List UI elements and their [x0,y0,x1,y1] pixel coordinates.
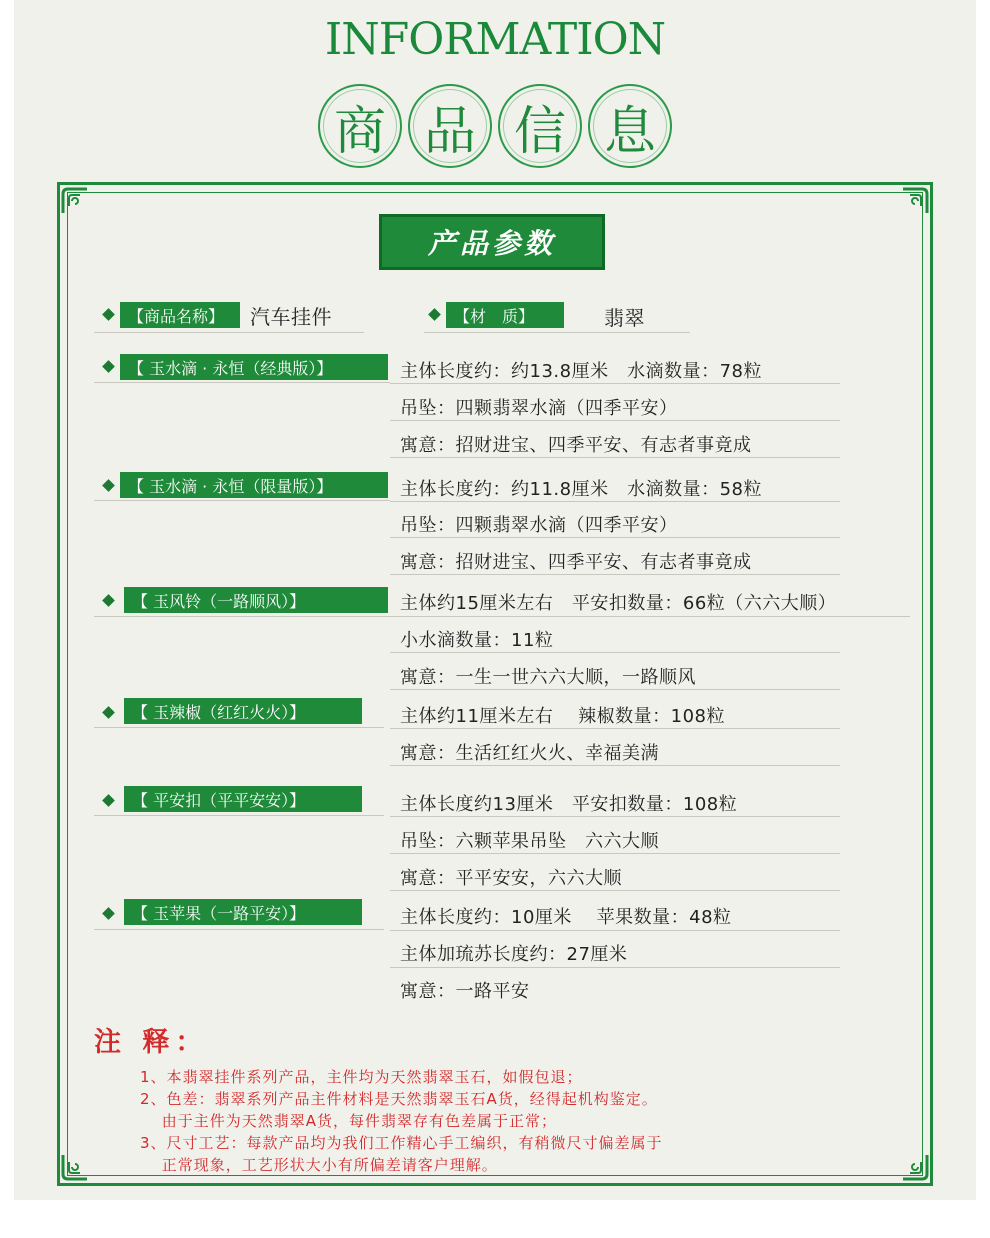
corner-ornament-icon [900,1152,930,1182]
product-detail: 吊坠：六颗苹果吊坠 六六大顺 [400,831,659,852]
product-detail: 寓意：一生一世六六大顺，一路顺风 [400,667,696,688]
product-detail: 吊坠：四颗翡翠水滴（四季平安） [400,398,678,419]
note-line: 正常现象，工艺形状大小有所偏差请客户理解。 [140,1156,498,1174]
product-detail: 寓意：平平安安，六六大顺 [400,868,622,889]
divider [94,332,364,333]
product-label: 【 玉风铃（一路顺风）】 [124,587,388,613]
divider [94,727,384,728]
divider [390,652,840,653]
divider [390,689,840,690]
product-label: 【 玉苹果（一路平安）】 [124,899,362,925]
header-cn-char: 息 [588,84,672,168]
divider [424,332,690,333]
divider [390,930,840,931]
product-detail: 主体加琉苏长度约：27厘米 [400,944,628,965]
header-cn-title [0,84,990,168]
divider [390,728,840,729]
divider [94,500,390,501]
divider [390,853,840,854]
header-en-title: INFORMATION [324,14,666,65]
divider [94,616,910,617]
corner-ornament-icon [60,186,90,216]
product-detail: 寓意：招财进宝、四季平安、有志者事竟成 [400,552,752,573]
product-detail: 寓意：一路平安 [400,981,530,1002]
product-label: 【 玉辣椒（红红火火）】 [124,698,362,724]
material-value: 翡翠 [604,306,645,330]
product-name-label: 【商品名称】 [120,302,240,328]
product-detail: 主体长度约：10厘米 苹果数量：48粒 [400,907,732,928]
note-line: 由于主件为天然翡翠A货，每件翡翠存有色差属于正常； [140,1112,558,1130]
header-cn-char: 品 [408,84,492,168]
divider [390,383,840,384]
divider [94,929,384,930]
product-detail: 主体长度约：约13.8厘米 水滴数量：78粒 [400,361,762,382]
divider [390,967,840,968]
product-name-value: 汽车挂件 [250,305,332,329]
divider [94,815,384,816]
product-detail: 寓意：招财进宝、四季平安、有志者事竟成 [400,435,752,456]
divider [390,537,840,538]
corner-ornament-icon [900,186,930,216]
product-detail: 吊坠：四颗翡翠水滴（四季平安） [400,515,678,536]
section-title-banner [379,214,605,270]
divider [390,816,840,817]
corner-ornament-icon [60,1152,90,1182]
header-cn-char: 信 [498,84,582,168]
divider [390,457,840,458]
note-line: 1、本翡翠挂件系列产品，主件均为天然翡翠玉石，如假包退； [140,1068,583,1086]
product-label: 【 平安扣（平平安安）】 [124,786,362,812]
divider [390,574,840,575]
product-detail: 主体约11厘米左右 辣椒数量：108粒 [400,706,725,727]
section-title: 产品参数 [427,227,556,260]
material-label: 【材 质】 [446,302,564,328]
product-detail: 主体约15厘米左右 平安扣数量：66粒（六六大顺） [400,593,837,614]
header-cn-char: 商 [318,84,402,168]
product-detail: 主体长度约13厘米 平安扣数量：108粒 [400,794,738,815]
divider [390,420,840,421]
product-detail: 寓意：生活红红火火、幸福美满 [400,743,659,764]
note-line: 2、色差：翡翠系列产品主件材料是天然翡翠玉石A货，经得起机构鉴定。 [140,1090,658,1108]
divider [390,765,840,766]
divider [390,501,840,502]
product-label: 【 玉水滴 · 永恒（经典版）】 [120,354,388,380]
product-label: 【 玉水滴 · 永恒（限量版）】 [120,472,388,498]
product-detail: 主体长度约：约11.8厘米 水滴数量：58粒 [400,479,762,500]
note-line: 3、尺寸工艺：每款产品均为我们工作精心手工编织，有稍微尺寸偏差属于 [140,1134,663,1152]
notes-title: 注 释： [94,1027,209,1058]
product-detail: 小水滴数量：11粒 [400,630,554,651]
divider [94,382,390,383]
divider [390,890,840,891]
